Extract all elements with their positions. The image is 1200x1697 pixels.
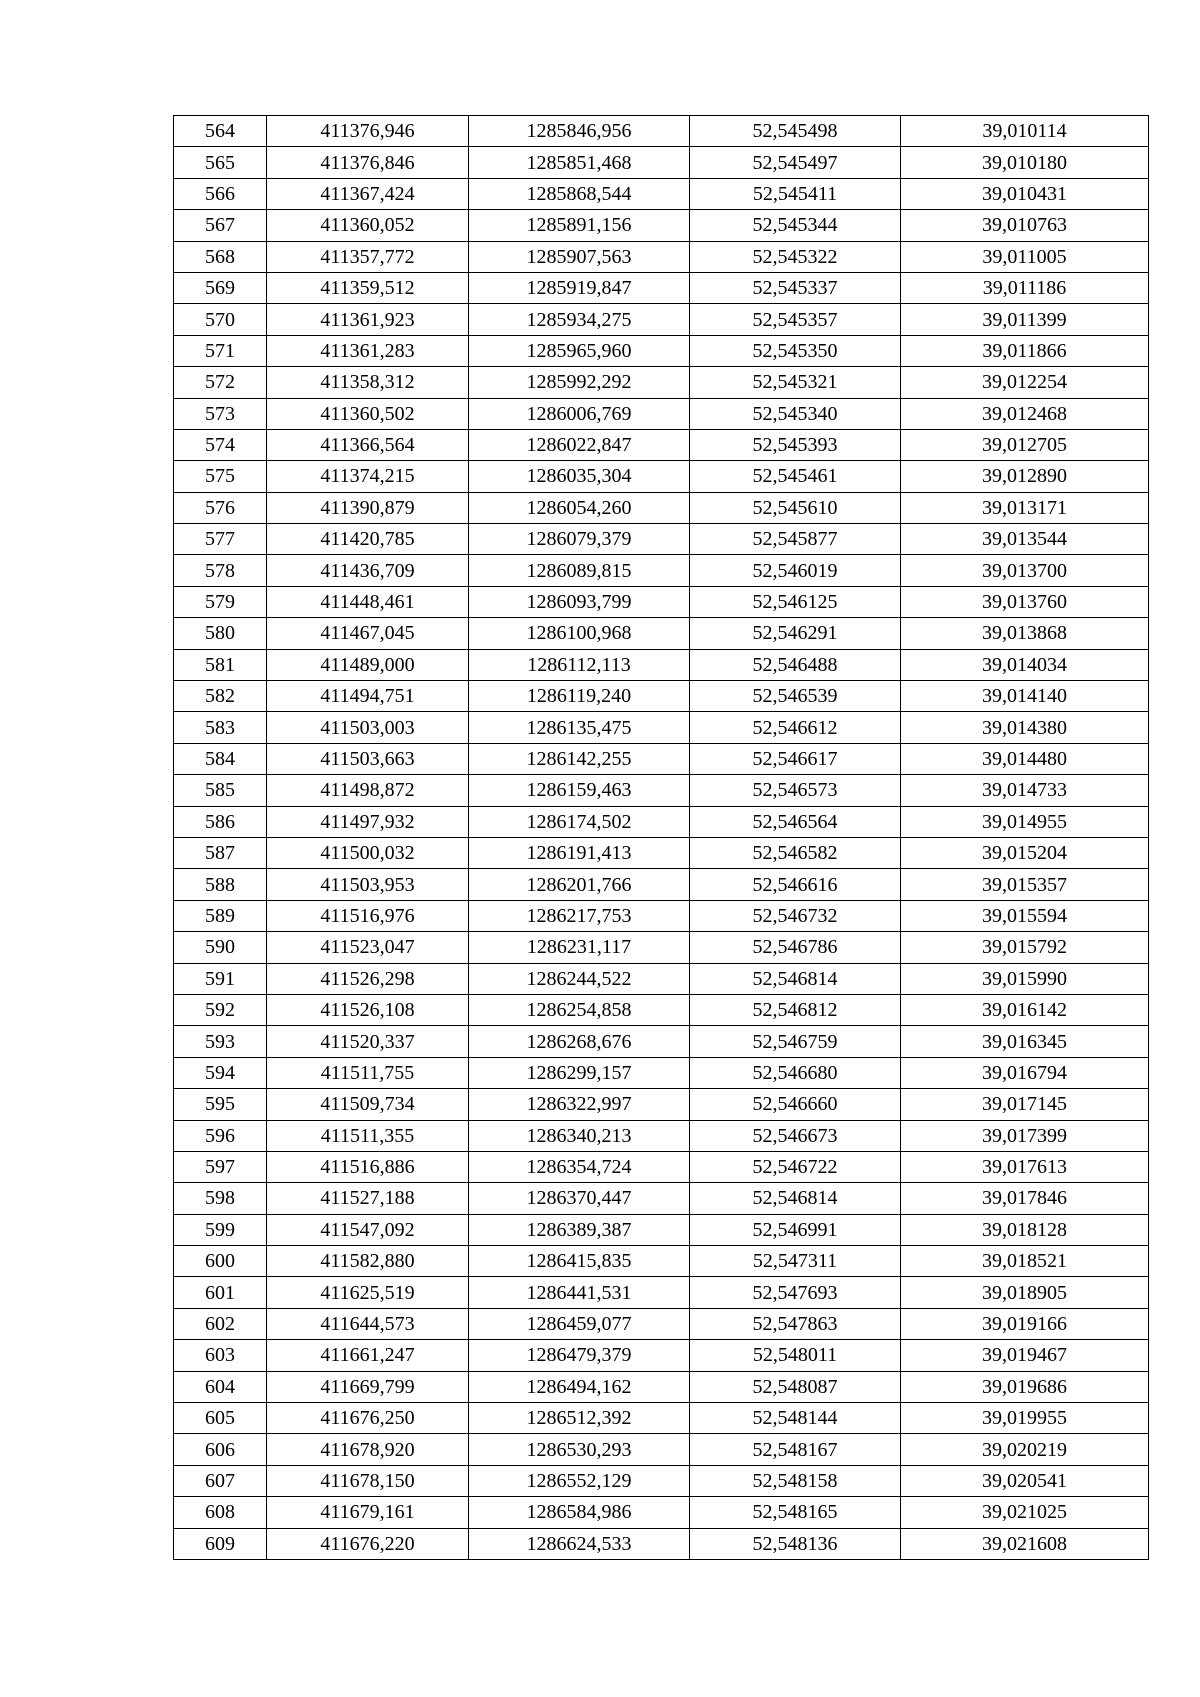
- y-coordinate-cell: 1285891,156: [469, 210, 690, 241]
- longitude-cell: 39,019467: [901, 1340, 1149, 1371]
- y-coordinate-cell: 1286415,835: [469, 1246, 690, 1277]
- latitude-cell: 52,548167: [690, 1434, 901, 1465]
- latitude-cell: 52,548136: [690, 1528, 901, 1559]
- longitude-cell: 39,017145: [901, 1089, 1149, 1120]
- table-row: [174, 1434, 1149, 1465]
- x-coordinate-cell: 411625,519: [267, 1277, 469, 1308]
- longitude-cell: 39,014480: [901, 743, 1149, 774]
- x-coordinate-cell: 411582,880: [267, 1246, 469, 1277]
- y-coordinate-cell: 1286174,502: [469, 806, 690, 837]
- y-coordinate-cell: 1286459,077: [469, 1308, 690, 1339]
- latitude-cell: 52,546612: [690, 712, 901, 743]
- point-number-cell: 579: [174, 586, 267, 617]
- point-number-cell: 577: [174, 524, 267, 555]
- point-number-cell: 592: [174, 994, 267, 1025]
- point-number-cell: 569: [174, 272, 267, 303]
- longitude-cell: 39,012468: [901, 398, 1149, 429]
- longitude-cell: 39,019955: [901, 1403, 1149, 1434]
- longitude-cell: 39,015204: [901, 837, 1149, 868]
- x-coordinate-cell: 411516,886: [267, 1151, 469, 1182]
- table-row: [174, 649, 1149, 680]
- table-row: [174, 1308, 1149, 1339]
- longitude-cell: 39,020219: [901, 1434, 1149, 1465]
- longitude-cell: 39,013171: [901, 492, 1149, 523]
- latitude-cell: 52,546732: [690, 900, 901, 931]
- table-row: [174, 1120, 1149, 1151]
- x-coordinate-cell: 411448,461: [267, 586, 469, 617]
- latitude-cell: 52,545411: [690, 178, 901, 209]
- y-coordinate-cell: 1286006,769: [469, 398, 690, 429]
- y-coordinate-cell: 1286217,753: [469, 900, 690, 931]
- y-coordinate-cell: 1285846,956: [469, 116, 690, 147]
- x-coordinate-cell: 411503,953: [267, 869, 469, 900]
- latitude-cell: 52,546617: [690, 743, 901, 774]
- y-coordinate-cell: 1286231,117: [469, 932, 690, 963]
- longitude-cell: 39,021025: [901, 1497, 1149, 1528]
- latitude-cell: 52,546616: [690, 869, 901, 900]
- longitude-cell: 39,014733: [901, 775, 1149, 806]
- point-number-cell: 566: [174, 178, 267, 209]
- table-row: [174, 116, 1149, 147]
- table-row: [174, 461, 1149, 492]
- latitude-cell: 52,545337: [690, 272, 901, 303]
- x-coordinate-cell: 411376,946: [267, 116, 469, 147]
- longitude-cell: 39,011399: [901, 304, 1149, 335]
- x-coordinate-cell: 411511,355: [267, 1120, 469, 1151]
- point-number-cell: 591: [174, 963, 267, 994]
- x-coordinate-cell: 411547,092: [267, 1214, 469, 1245]
- table-row: [174, 586, 1149, 617]
- point-number-cell: 598: [174, 1183, 267, 1214]
- x-coordinate-cell: 411644,573: [267, 1308, 469, 1339]
- point-number-cell: 570: [174, 304, 267, 335]
- latitude-cell: 52,546991: [690, 1214, 901, 1245]
- x-coordinate-cell: 411374,215: [267, 461, 469, 492]
- point-number-cell: 588: [174, 869, 267, 900]
- point-number-cell: 603: [174, 1340, 267, 1371]
- table-row: [174, 147, 1149, 178]
- x-coordinate-cell: 411527,188: [267, 1183, 469, 1214]
- x-coordinate-cell: 411523,047: [267, 932, 469, 963]
- point-number-cell: 581: [174, 649, 267, 680]
- coordinates-table: [173, 115, 1149, 1560]
- y-coordinate-cell: 1285965,960: [469, 335, 690, 366]
- point-number-cell: 606: [174, 1434, 267, 1465]
- longitude-cell: 39,011866: [901, 335, 1149, 366]
- latitude-cell: 52,547311: [690, 1246, 901, 1277]
- x-coordinate-cell: 411361,283: [267, 335, 469, 366]
- longitude-cell: 39,018521: [901, 1246, 1149, 1277]
- latitude-cell: 52,546573: [690, 775, 901, 806]
- y-coordinate-cell: 1286354,724: [469, 1151, 690, 1182]
- x-coordinate-cell: 411489,000: [267, 649, 469, 680]
- point-number-cell: 583: [174, 712, 267, 743]
- longitude-cell: 39,016142: [901, 994, 1149, 1025]
- table-row: [174, 681, 1149, 712]
- longitude-cell: 39,016345: [901, 1026, 1149, 1057]
- x-coordinate-cell: 411676,220: [267, 1528, 469, 1559]
- table-row: [174, 932, 1149, 963]
- x-coordinate-cell: 411420,785: [267, 524, 469, 555]
- latitude-cell: 52,546125: [690, 586, 901, 617]
- y-coordinate-cell: 1286159,463: [469, 775, 690, 806]
- coordinates-table-body: [174, 116, 1149, 1560]
- longitude-cell: 39,014380: [901, 712, 1149, 743]
- table-row: [174, 1465, 1149, 1496]
- x-coordinate-cell: 411390,879: [267, 492, 469, 523]
- latitude-cell: 52,545321: [690, 367, 901, 398]
- y-coordinate-cell: 1286370,447: [469, 1183, 690, 1214]
- point-number-cell: 578: [174, 555, 267, 586]
- y-coordinate-cell: 1286584,986: [469, 1497, 690, 1528]
- y-coordinate-cell: 1285868,544: [469, 178, 690, 209]
- point-number-cell: 582: [174, 681, 267, 712]
- table-row: [174, 524, 1149, 555]
- x-coordinate-cell: 411359,512: [267, 272, 469, 303]
- point-number-cell: 593: [174, 1026, 267, 1057]
- y-coordinate-cell: 1286268,676: [469, 1026, 690, 1057]
- table-row: [174, 869, 1149, 900]
- y-coordinate-cell: 1286624,533: [469, 1528, 690, 1559]
- table-row: [174, 1497, 1149, 1528]
- y-coordinate-cell: 1286244,522: [469, 963, 690, 994]
- x-coordinate-cell: 411678,920: [267, 1434, 469, 1465]
- x-coordinate-cell: 411676,250: [267, 1403, 469, 1434]
- longitude-cell: 39,011005: [901, 241, 1149, 272]
- y-coordinate-cell: 1286054,260: [469, 492, 690, 523]
- y-coordinate-cell: 1286035,304: [469, 461, 690, 492]
- table-row: [174, 1151, 1149, 1182]
- longitude-cell: 39,010431: [901, 178, 1149, 209]
- longitude-cell: 39,018905: [901, 1277, 1149, 1308]
- y-coordinate-cell: 1286079,379: [469, 524, 690, 555]
- longitude-cell: 39,010763: [901, 210, 1149, 241]
- x-coordinate-cell: 411509,734: [267, 1089, 469, 1120]
- x-coordinate-cell: 411360,052: [267, 210, 469, 241]
- longitude-cell: 39,014955: [901, 806, 1149, 837]
- latitude-cell: 52,546660: [690, 1089, 901, 1120]
- latitude-cell: 52,545461: [690, 461, 901, 492]
- longitude-cell: 39,013544: [901, 524, 1149, 555]
- table-row: [174, 304, 1149, 335]
- x-coordinate-cell: 411526,298: [267, 963, 469, 994]
- latitude-cell: 52,546291: [690, 618, 901, 649]
- point-number-cell: 597: [174, 1151, 267, 1182]
- longitude-cell: 39,015357: [901, 869, 1149, 900]
- table-row: [174, 1371, 1149, 1402]
- longitude-cell: 39,019166: [901, 1308, 1149, 1339]
- table-row: [174, 775, 1149, 806]
- latitude-cell: 52,545340: [690, 398, 901, 429]
- latitude-cell: 52,545393: [690, 429, 901, 460]
- longitude-cell: 39,015990: [901, 963, 1149, 994]
- y-coordinate-cell: 1286494,162: [469, 1371, 690, 1402]
- table-row: [174, 1214, 1149, 1245]
- point-number-cell: 573: [174, 398, 267, 429]
- y-coordinate-cell: 1286340,213: [469, 1120, 690, 1151]
- x-coordinate-cell: 411498,872: [267, 775, 469, 806]
- x-coordinate-cell: 411679,161: [267, 1497, 469, 1528]
- x-coordinate-cell: 411376,846: [267, 147, 469, 178]
- latitude-cell: 52,545344: [690, 210, 901, 241]
- x-coordinate-cell: 411358,312: [267, 367, 469, 398]
- longitude-cell: 39,013760: [901, 586, 1149, 617]
- y-coordinate-cell: 1286201,766: [469, 869, 690, 900]
- longitude-cell: 39,013700: [901, 555, 1149, 586]
- latitude-cell: 52,546582: [690, 837, 901, 868]
- latitude-cell: 52,546812: [690, 994, 901, 1025]
- x-coordinate-cell: 411361,923: [267, 304, 469, 335]
- y-coordinate-cell: 1285851,468: [469, 147, 690, 178]
- latitude-cell: 52,547693: [690, 1277, 901, 1308]
- table-row: [174, 712, 1149, 743]
- longitude-cell: 39,016794: [901, 1057, 1149, 1088]
- latitude-cell: 52,548158: [690, 1465, 901, 1496]
- latitude-cell: 52,548165: [690, 1497, 901, 1528]
- latitude-cell: 52,545877: [690, 524, 901, 555]
- y-coordinate-cell: 1286512,392: [469, 1403, 690, 1434]
- y-coordinate-cell: 1286299,157: [469, 1057, 690, 1088]
- y-coordinate-cell: 1286100,968: [469, 618, 690, 649]
- table-row: [174, 1089, 1149, 1120]
- x-coordinate-cell: 411494,751: [267, 681, 469, 712]
- point-number-cell: 608: [174, 1497, 267, 1528]
- point-number-cell: 594: [174, 1057, 267, 1088]
- x-coordinate-cell: 411497,932: [267, 806, 469, 837]
- latitude-cell: 52,545498: [690, 116, 901, 147]
- latitude-cell: 52,546814: [690, 1183, 901, 1214]
- x-coordinate-cell: 411467,045: [267, 618, 469, 649]
- table-row: [174, 555, 1149, 586]
- longitude-cell: 39,012890: [901, 461, 1149, 492]
- point-number-cell: 568: [174, 241, 267, 272]
- x-coordinate-cell: 411678,150: [267, 1465, 469, 1496]
- longitude-cell: 39,010180: [901, 147, 1149, 178]
- longitude-cell: 39,012705: [901, 429, 1149, 460]
- table-row: [174, 1057, 1149, 1088]
- table-row: [174, 272, 1149, 303]
- table-row: [174, 900, 1149, 931]
- point-number-cell: 595: [174, 1089, 267, 1120]
- longitude-cell: 39,018128: [901, 1214, 1149, 1245]
- point-number-cell: 571: [174, 335, 267, 366]
- point-number-cell: 605: [174, 1403, 267, 1434]
- longitude-cell: 39,012254: [901, 367, 1149, 398]
- table-row: [174, 178, 1149, 209]
- x-coordinate-cell: 411367,424: [267, 178, 469, 209]
- table-row: [174, 1528, 1149, 1559]
- table-row: [174, 994, 1149, 1025]
- table-row: [174, 367, 1149, 398]
- table-row: [174, 806, 1149, 837]
- latitude-cell: 52,545610: [690, 492, 901, 523]
- table-row: [174, 963, 1149, 994]
- latitude-cell: 52,546786: [690, 932, 901, 963]
- latitude-cell: 52,546759: [690, 1026, 901, 1057]
- longitude-cell: 39,011186: [901, 272, 1149, 303]
- x-coordinate-cell: 411516,976: [267, 900, 469, 931]
- latitude-cell: 52,545497: [690, 147, 901, 178]
- point-number-cell: 607: [174, 1465, 267, 1496]
- y-coordinate-cell: 1285907,563: [469, 241, 690, 272]
- x-coordinate-cell: 411503,663: [267, 743, 469, 774]
- table-row: [174, 743, 1149, 774]
- table-row: [174, 1183, 1149, 1214]
- latitude-cell: 52,546019: [690, 555, 901, 586]
- x-coordinate-cell: 411669,799: [267, 1371, 469, 1402]
- latitude-cell: 52,547863: [690, 1308, 901, 1339]
- latitude-cell: 52,546680: [690, 1057, 901, 1088]
- point-number-cell: 585: [174, 775, 267, 806]
- point-number-cell: 609: [174, 1528, 267, 1559]
- point-number-cell: 590: [174, 932, 267, 963]
- y-coordinate-cell: 1286089,815: [469, 555, 690, 586]
- latitude-cell: 52,545357: [690, 304, 901, 335]
- point-number-cell: 576: [174, 492, 267, 523]
- point-number-cell: 587: [174, 837, 267, 868]
- y-coordinate-cell: 1286530,293: [469, 1434, 690, 1465]
- x-coordinate-cell: 411661,247: [267, 1340, 469, 1371]
- table-row: [174, 1340, 1149, 1371]
- y-coordinate-cell: 1286135,475: [469, 712, 690, 743]
- point-number-cell: 602: [174, 1308, 267, 1339]
- y-coordinate-cell: 1286441,531: [469, 1277, 690, 1308]
- point-number-cell: 589: [174, 900, 267, 931]
- table-row: [174, 1246, 1149, 1277]
- longitude-cell: 39,020541: [901, 1465, 1149, 1496]
- latitude-cell: 52,546814: [690, 963, 901, 994]
- longitude-cell: 39,010114: [901, 116, 1149, 147]
- table-row: [174, 398, 1149, 429]
- latitude-cell: 52,548087: [690, 1371, 901, 1402]
- y-coordinate-cell: 1286093,799: [469, 586, 690, 617]
- y-coordinate-cell: 1286119,240: [469, 681, 690, 712]
- latitude-cell: 52,548144: [690, 1403, 901, 1434]
- latitude-cell: 52,546488: [690, 649, 901, 680]
- table-row: [174, 492, 1149, 523]
- longitude-cell: 39,017613: [901, 1151, 1149, 1182]
- y-coordinate-cell: 1286479,379: [469, 1340, 690, 1371]
- x-coordinate-cell: 411526,108: [267, 994, 469, 1025]
- longitude-cell: 39,017399: [901, 1120, 1149, 1151]
- table-row: [174, 837, 1149, 868]
- longitude-cell: 39,015792: [901, 932, 1149, 963]
- point-number-cell: 575: [174, 461, 267, 492]
- point-number-cell: 596: [174, 1120, 267, 1151]
- x-coordinate-cell: 411520,337: [267, 1026, 469, 1057]
- table-row: [174, 618, 1149, 649]
- longitude-cell: 39,021608: [901, 1528, 1149, 1559]
- y-coordinate-cell: 1285919,847: [469, 272, 690, 303]
- table-row: [174, 335, 1149, 366]
- y-coordinate-cell: 1285934,275: [469, 304, 690, 335]
- point-number-cell: 567: [174, 210, 267, 241]
- latitude-cell: 52,546564: [690, 806, 901, 837]
- x-coordinate-cell: 411436,709: [267, 555, 469, 586]
- table-row: [174, 241, 1149, 272]
- point-number-cell: 574: [174, 429, 267, 460]
- longitude-cell: 39,013868: [901, 618, 1149, 649]
- point-number-cell: 604: [174, 1371, 267, 1402]
- table-row: [174, 210, 1149, 241]
- point-number-cell: 565: [174, 147, 267, 178]
- table-row: [174, 1403, 1149, 1434]
- point-number-cell: 586: [174, 806, 267, 837]
- x-coordinate-cell: 411360,502: [267, 398, 469, 429]
- table-row: [174, 429, 1149, 460]
- point-number-cell: 601: [174, 1277, 267, 1308]
- latitude-cell: 52,545322: [690, 241, 901, 272]
- y-coordinate-cell: 1286552,129: [469, 1465, 690, 1496]
- y-coordinate-cell: 1286112,113: [469, 649, 690, 680]
- x-coordinate-cell: 411503,003: [267, 712, 469, 743]
- table-row: [174, 1026, 1149, 1057]
- x-coordinate-cell: 411500,032: [267, 837, 469, 868]
- x-coordinate-cell: 411511,755: [267, 1057, 469, 1088]
- latitude-cell: 52,546539: [690, 681, 901, 712]
- point-number-cell: 599: [174, 1214, 267, 1245]
- x-coordinate-cell: 411357,772: [267, 241, 469, 272]
- y-coordinate-cell: 1285992,292: [469, 367, 690, 398]
- y-coordinate-cell: 1286322,997: [469, 1089, 690, 1120]
- latitude-cell: 52,545350: [690, 335, 901, 366]
- table-row: [174, 1277, 1149, 1308]
- y-coordinate-cell: 1286022,847: [469, 429, 690, 460]
- point-number-cell: 584: [174, 743, 267, 774]
- latitude-cell: 52,548011: [690, 1340, 901, 1371]
- y-coordinate-cell: 1286191,413: [469, 837, 690, 868]
- point-number-cell: 564: [174, 116, 267, 147]
- longitude-cell: 39,014034: [901, 649, 1149, 680]
- longitude-cell: 39,015594: [901, 900, 1149, 931]
- point-number-cell: 572: [174, 367, 267, 398]
- point-number-cell: 580: [174, 618, 267, 649]
- point-number-cell: 600: [174, 1246, 267, 1277]
- x-coordinate-cell: 411366,564: [267, 429, 469, 460]
- y-coordinate-cell: 1286389,387: [469, 1214, 690, 1245]
- longitude-cell: 39,014140: [901, 681, 1149, 712]
- latitude-cell: 52,546673: [690, 1120, 901, 1151]
- y-coordinate-cell: 1286254,858: [469, 994, 690, 1025]
- longitude-cell: 39,017846: [901, 1183, 1149, 1214]
- y-coordinate-cell: 1286142,255: [469, 743, 690, 774]
- longitude-cell: 39,019686: [901, 1371, 1149, 1402]
- latitude-cell: 52,546722: [690, 1151, 901, 1182]
